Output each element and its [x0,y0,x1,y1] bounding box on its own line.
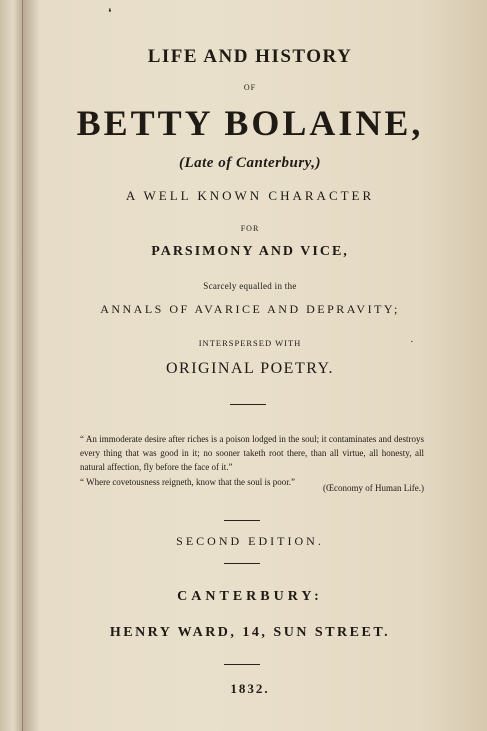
for-label: FOR [240,224,260,233]
description-line: A WELL KNOWN CHARACTER [125,188,375,203]
imprint-publisher: HENRY WARD, 14, SUN STREET. [109,625,391,640]
epigraph-quote-second: “ Where covetousness reigneth, know that the soul is poor.” [80,477,296,487]
scarcely-line: Scarcely equalled in the [203,281,297,291]
divider-rule [224,664,260,665]
of-label: OF [243,83,257,92]
gutter-shadow [22,0,40,731]
poetry-line: ORIGINAL POETRY. [165,360,334,377]
imprint-city: CANTERBURY: [177,589,323,604]
interspersed-line: INTERSPERSED WITH [198,338,302,348]
subject-name: BETTY BOLAINE, [76,103,424,143]
annals-line: ANNALS OF AVARICE AND DEPRAVITY; [100,302,400,316]
epigraph-quote: “ An immoderate desire after riches is a poison lodged in the soul; it contaminates and destroys every thing that was good in it; no sooner taketh root there, than all virtue, all honesty, all natural affection, fly before the face of it.” [80,434,424,472]
title-page-content [40,0,460,731]
late-of-line: (Late of Canterbury,) [178,155,321,171]
epigraph-source: (Œconomy of Human Life.) [323,483,424,493]
facing-page-edge [0,0,23,731]
ink-speck: · [410,336,414,348]
divider-rule [230,404,266,405]
divider-rule [224,520,260,521]
subject-line: PARSIMONY AND VICE, [151,244,349,259]
book-title: LIFE AND HISTORY [147,46,353,67]
imprint-year: 1832. [230,681,270,696]
divider-rule [224,563,260,564]
edition-line: SECOND EDITION. [176,534,324,548]
ink-speck: ❛ [108,7,112,19]
